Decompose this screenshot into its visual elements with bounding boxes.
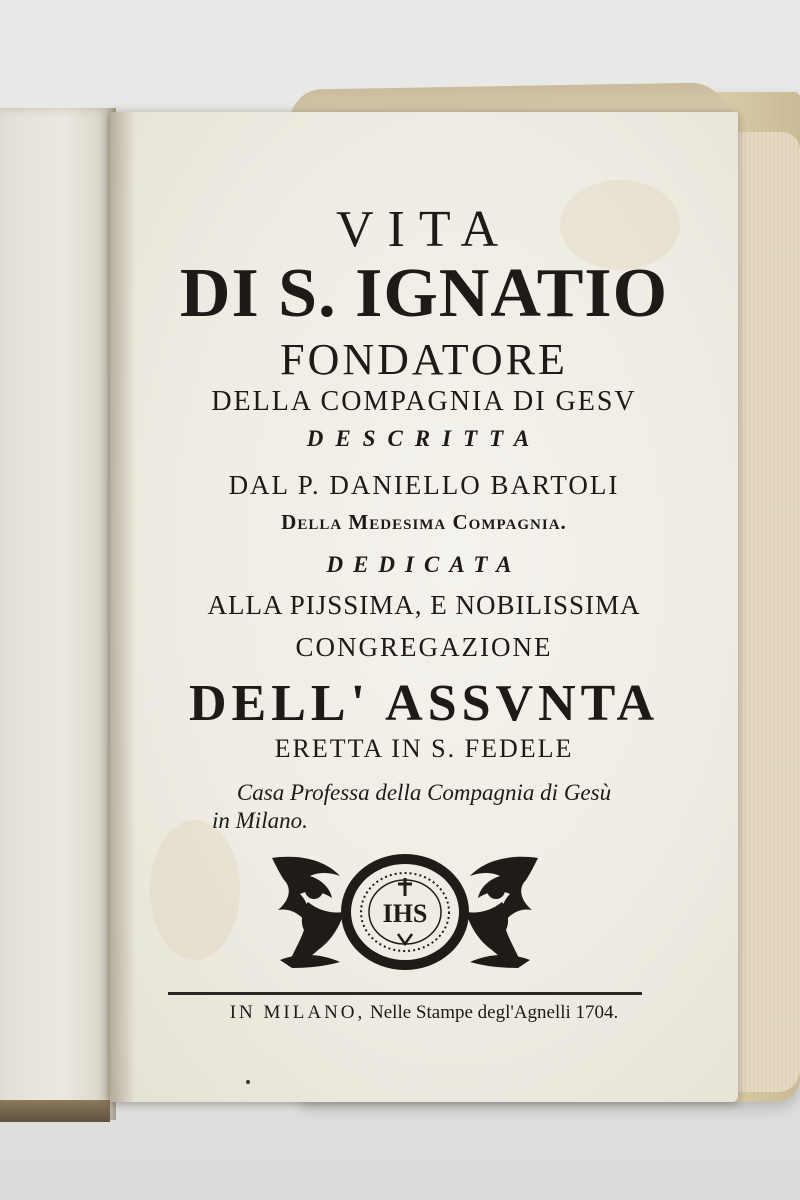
title-line-compagnia: DELLA COMPAGNIA DI GESV: [211, 386, 637, 417]
emblem-cartouche: [341, 854, 469, 970]
angel-left-icon: [272, 857, 344, 968]
dedication-line-assunta: DELL' ASSVNTA: [188, 675, 660, 732]
dedication-line-2: CONGREGAZIONE: [295, 632, 553, 662]
author-line: DAL P. DANIELLO BARTOLI: [228, 470, 620, 500]
title-line-descritta: DESCRITTA: [306, 426, 542, 451]
imprint-printer: Nelle Stampe degl'Agnelli 1704.: [370, 1002, 619, 1023]
dedication-line-milano: in Milano.: [212, 808, 308, 833]
imprint-city: IN MILANO,: [229, 1002, 366, 1023]
ihs-emblem-icon: [270, 850, 540, 980]
title-line-vita: VITA: [335, 201, 513, 258]
left-page-bottom-edge: [0, 1100, 110, 1122]
imprint-line: [110, 1002, 738, 1024]
dedication-line-fedele: ERETTA IN S. FEDELE: [274, 734, 574, 763]
dedication-heading: DEDICATA: [326, 552, 522, 577]
paper-speck: [246, 1080, 250, 1084]
dedication-line-1: ALLA PIJSSIMA, E NOBILISSIMA: [207, 590, 641, 620]
title-line-saint: DI S. IGNATIO: [179, 255, 669, 332]
dedication-line-casa: Casa Professa della Compagnia di Gesù: [236, 780, 612, 805]
imprint-rule: [168, 992, 642, 995]
angel-right-icon: [466, 857, 538, 968]
ihs-monogram: IHS: [382, 899, 428, 928]
title-line-fondatore: FONDATORE: [280, 335, 568, 384]
paper-stain: [150, 820, 240, 960]
left-page: [0, 108, 116, 1120]
author-affiliation: Della Medesima Compagnia.: [281, 510, 567, 534]
